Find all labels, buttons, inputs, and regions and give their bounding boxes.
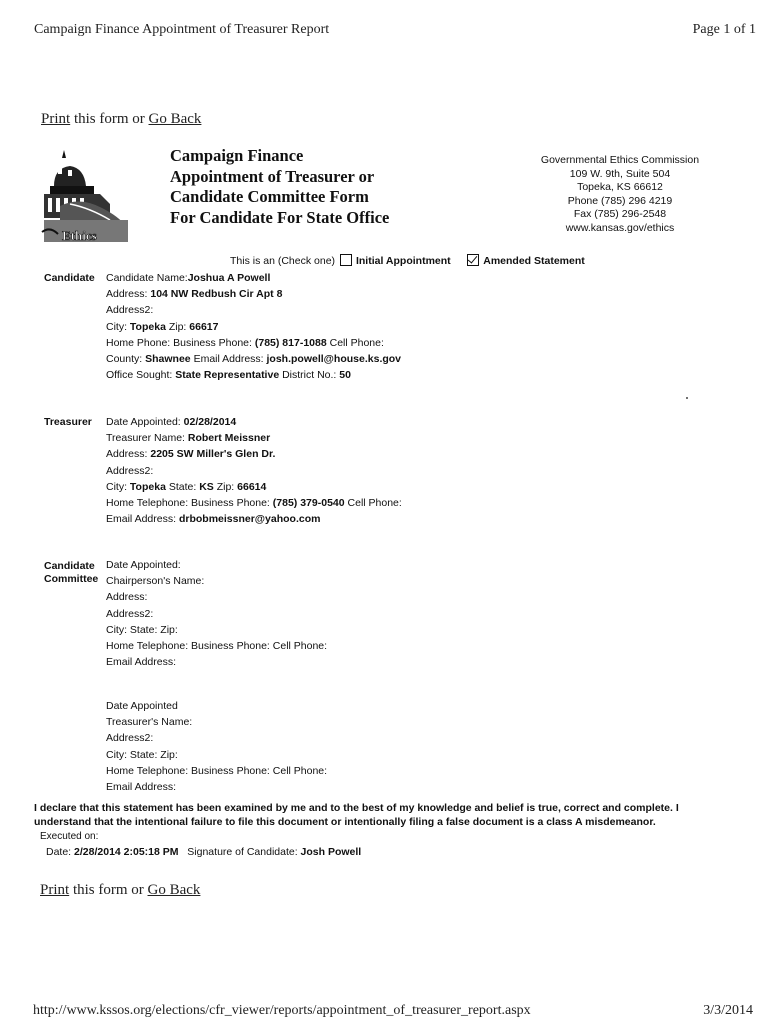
treasurer-section bbox=[106, 414, 402, 527]
candidate-name-row bbox=[106, 270, 401, 286]
candidate-address-value: 104 NW Redbush Cir Apt 8 bbox=[150, 288, 283, 301]
treasurer-address2-label: Address2: bbox=[106, 464, 154, 477]
execution-date-value: 2/28/2014 2:05:18 PM bbox=[74, 846, 179, 858]
committee-address2-label: Address2: bbox=[106, 607, 154, 620]
print-link-bottom[interactable]: Print bbox=[40, 882, 70, 898]
committee-address-label: Address: bbox=[106, 591, 148, 604]
candidate-city-value: Topeka bbox=[129, 320, 166, 333]
committee-section-label-line-2: Committee bbox=[44, 573, 99, 585]
treasurer-date-label: Date Appointed: bbox=[106, 416, 181, 428]
candidate-district-value: 50 bbox=[339, 369, 351, 382]
committee-city-row bbox=[106, 622, 327, 638]
agency-phone: Phone (785) 296 4219 bbox=[567, 194, 673, 207]
committee-treasurer-home-phone-label: Home Telephone: bbox=[106, 764, 189, 777]
treasurer-zip-value: 66614 bbox=[237, 480, 267, 493]
treasurer-business-phone-label: Business Phone: bbox=[191, 497, 270, 510]
form-title-line-4: For Candidate For State Office bbox=[170, 207, 390, 227]
treasurer-section-label: Treasurer bbox=[44, 416, 92, 428]
nav-separator-text: this form or bbox=[70, 111, 149, 127]
treasurer-zip-label: Zip: bbox=[216, 480, 235, 493]
amended-statement-checkbox[interactable] bbox=[467, 254, 479, 266]
candidate-district-label: District No.: bbox=[282, 369, 337, 382]
treasurer-date-value: 02/28/2014 bbox=[183, 416, 237, 428]
committee-treasurer-email-label: Email Address: bbox=[106, 781, 177, 794]
execution-date-label: Date: bbox=[46, 846, 72, 858]
print-header-page: Page 1 of 1 bbox=[692, 22, 756, 37]
candidate-county-label: County: bbox=[106, 353, 143, 366]
treasurer-email-label: Email Address: bbox=[106, 513, 177, 526]
committee-treasurer-date-label: Date Appointed bbox=[106, 700, 178, 712]
form-title-line-1: Campaign Finance bbox=[170, 146, 304, 165]
candidate-name-value: Joshua A Powell bbox=[187, 272, 271, 284]
agency-website: www.kansas.gov/ethics bbox=[565, 221, 675, 234]
candidate-city-row bbox=[106, 319, 401, 335]
treasurer-name-label: Treasurer Name: bbox=[106, 432, 185, 445]
treasurer-date-row bbox=[106, 414, 402, 430]
candidate-address-label: Address: bbox=[106, 288, 148, 301]
candidate-address-row bbox=[106, 286, 401, 302]
execution-date-row bbox=[46, 846, 361, 858]
committee-state-label: State: bbox=[129, 623, 158, 636]
treasurer-address2-row bbox=[106, 463, 402, 479]
committee-home-phone-label: Home Telephone: bbox=[106, 640, 189, 653]
agency-name: Governmental Ethics Commission bbox=[540, 154, 700, 166]
declaration-line-2: understand that the intentional failure to file this document or intentionally filing a false document is a class A misdemeanor. bbox=[34, 816, 656, 828]
treasurer-address-label: Address: bbox=[106, 448, 148, 461]
go-back-link-bottom[interactable]: Go Back bbox=[147, 882, 201, 898]
candidate-business-phone-label: Business Phone: bbox=[173, 336, 252, 349]
committee-city-label: City: bbox=[106, 623, 127, 636]
bottom-nav bbox=[40, 882, 200, 899]
signature-label: Signature of Candidate: bbox=[187, 846, 298, 858]
committee-chair-label: Chairperson's Name: bbox=[106, 575, 205, 588]
signature-value: Josh Powell bbox=[300, 846, 362, 858]
agency-fax: Fax (785) 296-2548 bbox=[573, 208, 667, 221]
treasurer-cell-phone-label: Cell Phone: bbox=[347, 497, 402, 510]
print-link[interactable]: Print bbox=[41, 111, 71, 127]
agency-city: Topeka, KS 66612 bbox=[577, 181, 663, 194]
form-title-line-3: Candidate Committee Form bbox=[170, 187, 369, 206]
print-header-title: Campaign Finance Appointment of Treasurer Report bbox=[34, 22, 330, 37]
committee-treasurer-city-label: City: bbox=[106, 748, 127, 761]
initial-appointment-label: Initial Appointment bbox=[355, 255, 451, 267]
candidate-name-label: Candidate Name: bbox=[106, 272, 188, 284]
ethics-seal-logo bbox=[40, 146, 132, 250]
committee-phone-row bbox=[106, 638, 327, 654]
scan-speck bbox=[686, 397, 688, 399]
go-back-link[interactable]: Go Back bbox=[148, 111, 202, 127]
treasurer-city-row bbox=[106, 479, 402, 495]
treasurer-email-row bbox=[106, 511, 402, 527]
candidate-business-phone-value: (785) 817-1088 bbox=[254, 336, 327, 349]
check-one-prompt: This is an (Check one) bbox=[230, 255, 336, 267]
committee-treasurer-phone-row bbox=[106, 763, 327, 779]
committee-treasurer-state-label: State: bbox=[129, 748, 158, 761]
executed-on-label: Executed on: bbox=[40, 831, 99, 842]
print-footer-date: 3/3/2014 bbox=[703, 1003, 753, 1018]
declaration-line-1: I declare that this statement has been examined by me and to the best of my knowledge and belief is true, correct and complete. I bbox=[34, 802, 679, 814]
treasurer-home-phone-label: Home Telephone: bbox=[106, 497, 189, 510]
treasurer-address-row bbox=[106, 446, 402, 462]
candidate-zip-value: 66617 bbox=[189, 320, 219, 333]
candidate-section bbox=[106, 270, 401, 383]
committee-treasurer-section bbox=[106, 698, 327, 795]
form-title-line-2: Appointment of Treasurer or bbox=[170, 166, 375, 186]
candidate-city-label: City: bbox=[106, 320, 127, 333]
form-title bbox=[170, 146, 389, 228]
treasurer-state-value: KS bbox=[199, 480, 214, 493]
committee-treasurer-zip-label: Zip: bbox=[160, 748, 178, 761]
seal-logo-text: Ethics bbox=[62, 228, 97, 243]
candidate-phone-row bbox=[106, 335, 401, 351]
committee-business-phone-label: Business Phone: bbox=[191, 640, 270, 653]
committee-treasurer-name-label: Treasurer's Name: bbox=[106, 716, 193, 729]
treasurer-business-phone-value: (785) 379-0540 bbox=[272, 497, 345, 510]
treasurer-city-value: Topeka bbox=[129, 480, 166, 493]
amended-statement-label: Amended Statement bbox=[483, 255, 585, 267]
committee-treasurer-address2-label: Address2: bbox=[106, 732, 154, 745]
candidate-address2-label: Address2: bbox=[106, 304, 154, 317]
candidate-email-value: josh.powell@house.ks.gov bbox=[266, 353, 402, 366]
treasurer-name-row bbox=[106, 430, 402, 446]
candidate-county-value: Shawnee bbox=[145, 353, 191, 366]
candidate-cell-phone-label: Cell Phone: bbox=[329, 336, 384, 349]
committee-cell-phone-label: Cell Phone: bbox=[272, 640, 328, 653]
committee-section-label-line-1: Candidate bbox=[44, 560, 95, 572]
candidate-office-label: Office Sought: bbox=[106, 369, 173, 382]
treasurer-state-label: State: bbox=[168, 480, 197, 493]
candidate-address2-row bbox=[106, 302, 401, 318]
candidate-section-label: Candidate bbox=[44, 272, 95, 284]
committee-date-label: Date Appointed: bbox=[106, 559, 181, 571]
top-nav bbox=[41, 111, 201, 128]
agency-contact-block bbox=[520, 154, 720, 236]
committee-treasurer-business-phone-label: Business Phone: bbox=[191, 764, 270, 777]
kansas-ethics-seal-icon bbox=[40, 146, 132, 250]
print-footer-url: http://www.kssos.org/elections/cfr_viewer/reports/appointment_of_treasurer_report.aspx bbox=[33, 1003, 531, 1018]
committee-email-label: Email Address: bbox=[106, 656, 177, 669]
agency-street: 109 W. 9th, Suite 504 bbox=[569, 167, 671, 180]
treasurer-address-value: 2205 SW Miller's Glen Dr. bbox=[150, 448, 276, 461]
treasurer-name-value: Robert Meissner bbox=[187, 432, 271, 445]
treasurer-city-label: City: bbox=[106, 480, 127, 493]
initial-appointment-checkbox[interactable] bbox=[340, 254, 352, 266]
committee-section bbox=[106, 557, 327, 670]
candidate-office-row bbox=[106, 367, 401, 383]
candidate-zip-label: Zip: bbox=[168, 320, 187, 333]
declaration-text bbox=[34, 801, 744, 829]
candidate-county-row bbox=[106, 351, 401, 367]
candidate-email-label: Email Address: bbox=[193, 353, 264, 366]
nav-separator-text-bottom: this form or bbox=[69, 882, 148, 898]
appointment-type-row bbox=[230, 254, 585, 267]
committee-zip-label: Zip: bbox=[160, 623, 178, 636]
treasurer-email-value: drbobmeissner@yahoo.com bbox=[178, 513, 321, 526]
candidate-home-phone-label: Home Phone: bbox=[106, 336, 171, 349]
candidate-office-value: State Representative bbox=[175, 369, 280, 382]
treasurer-phone-row bbox=[106, 495, 402, 511]
committee-treasurer-city-row bbox=[106, 747, 327, 763]
committee-section-label bbox=[44, 560, 98, 586]
committee-treasurer-cell-phone-label: Cell Phone: bbox=[272, 764, 328, 777]
